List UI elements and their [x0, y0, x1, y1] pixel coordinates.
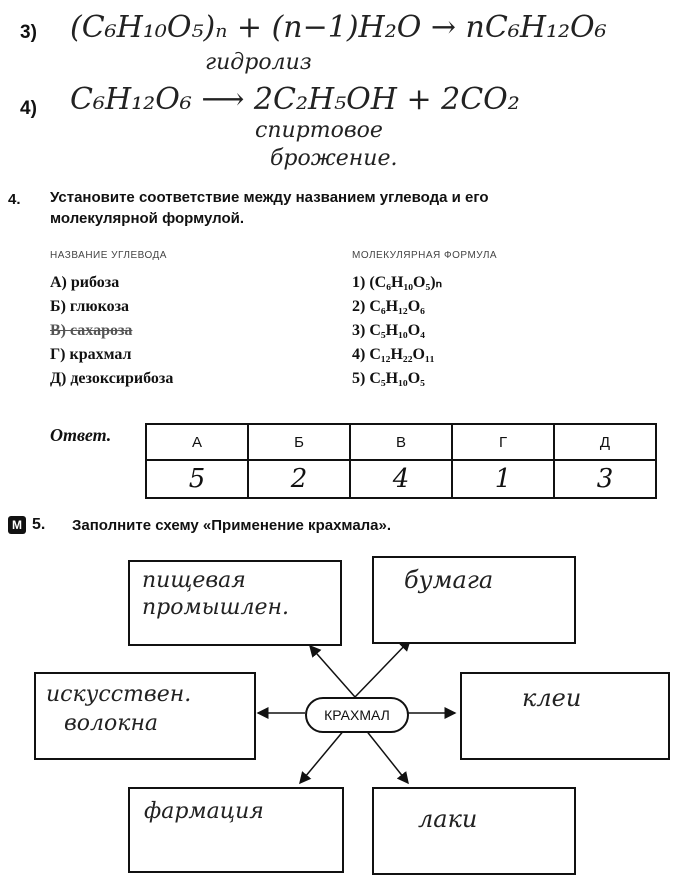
box-text: волокна	[64, 711, 159, 736]
equation-4-note-1: спиртовое	[255, 118, 383, 143]
arrow	[365, 729, 408, 783]
box-text: клеи	[522, 684, 582, 712]
answer-header: Б	[248, 424, 350, 460]
answer-label: Ответ.	[50, 425, 112, 445]
carbohydrate-name: Д) дезоксирибоза	[50, 370, 174, 387]
equation-4: C₆H₁₂O₆ ⟶ 2C₂H₅OH + 2CO₂	[70, 82, 520, 117]
task-4-text-line1: Установите соответствие между названием углевода и его	[50, 189, 489, 206]
task-5-number: 5.	[32, 516, 46, 533]
task-4-number: 4.	[8, 191, 21, 208]
scheme-box-top-left[interactable]	[128, 560, 342, 646]
equation-4-number: 4)	[20, 98, 37, 119]
molecular-formula: 1) (C₆H₁₀O₅)ₙ	[352, 274, 442, 291]
right-column-header: МОЛЕКУЛЯРНАЯ ФОРМУЛА	[352, 250, 498, 261]
answer-cell[interactable]: 5	[146, 460, 248, 498]
equation-3: (C₆H₁₀O₅)ₙ + (n−1)H₂O → nC₆H₁₂O₆	[70, 10, 607, 45]
starch-center-label: КРАХМАЛ	[305, 697, 409, 733]
molecular-formula: 2) C₆H₁₂O₆	[352, 298, 425, 315]
scheme-box-bottom-left[interactable]	[128, 787, 344, 873]
carbohydrate-name: В) сахароза	[50, 322, 133, 339]
answer-cell[interactable]: 4	[350, 460, 452, 498]
scheme-box-mid-left[interactable]	[34, 672, 256, 760]
box-text: бумага	[404, 566, 494, 594]
box-text: пищевая	[142, 568, 246, 593]
left-column-header: НАЗВАНИЕ УГЛЕВОДА	[50, 250, 167, 261]
answer-header: А	[146, 424, 248, 460]
scheme-box-mid-right[interactable]	[460, 672, 670, 760]
carbohydrate-name: А) рибоза	[50, 274, 120, 291]
equation-3-note: гидролиз	[205, 50, 312, 75]
scheme-box-top-right[interactable]	[372, 556, 576, 644]
answer-header: В	[350, 424, 452, 460]
task-5-text: Заполните схему «Применение крахмала».	[72, 517, 392, 534]
answer-cell[interactable]: 3	[554, 460, 656, 498]
molecular-formula: 4) C₁₂H₂₂O₁₁	[352, 346, 435, 363]
box-text: искусствен.	[46, 682, 192, 707]
box-text: промышлен.	[142, 595, 290, 620]
carbohydrate-name: Б) глюкоза	[50, 298, 129, 315]
m-badge-icon: М	[8, 516, 26, 534]
answer-header: Д	[554, 424, 656, 460]
task-4-text-line2: молекулярной формулой.	[50, 210, 245, 227]
answer-cell[interactable]: 1	[452, 460, 554, 498]
scheme-box-bottom-right[interactable]	[372, 787, 576, 875]
equation-3-number: 3)	[20, 22, 37, 43]
answer-cell[interactable]: 2	[248, 460, 350, 498]
molecular-formula: 3) C₅H₁₀O₄	[352, 322, 425, 339]
equation-4-note-2: брожение.	[270, 146, 398, 171]
answer-header: Г	[452, 424, 554, 460]
carbohydrate-name: Г) крахмал	[50, 346, 132, 363]
arrow	[310, 646, 355, 697]
box-text: лаки	[418, 805, 478, 833]
molecular-formula: 5) C₅H₁₀O₅	[352, 370, 425, 387]
box-text: фармация	[144, 799, 264, 824]
arrow	[355, 640, 410, 697]
arrow	[300, 729, 345, 783]
